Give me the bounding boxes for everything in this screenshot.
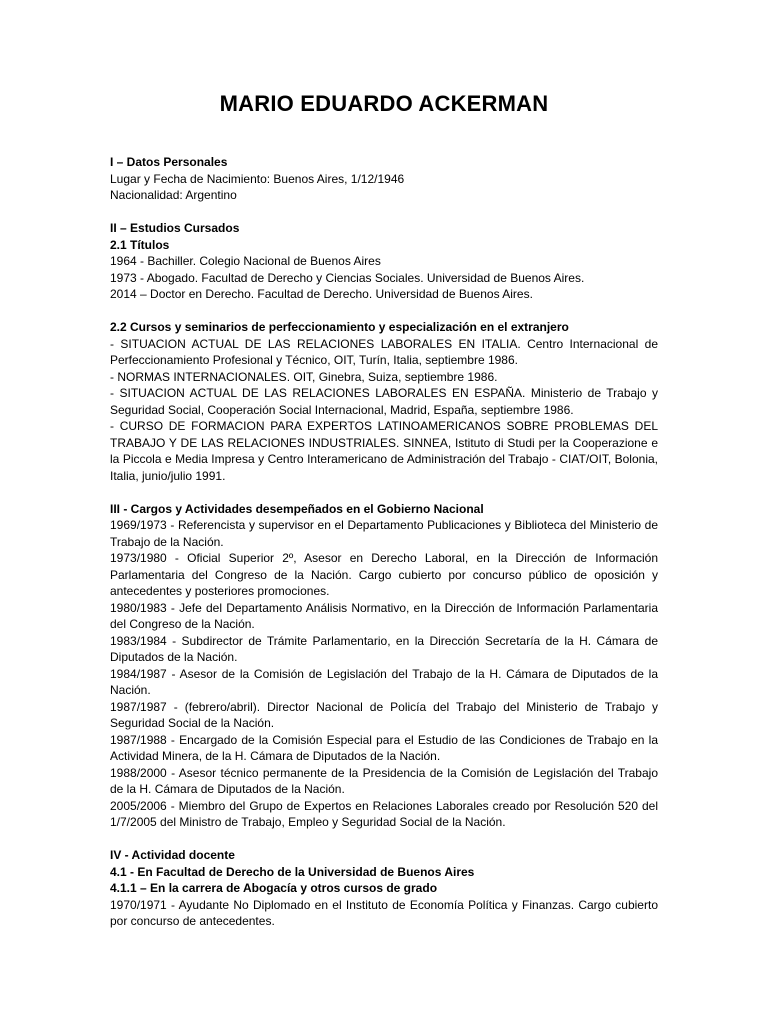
position-item: 1987/1988 - Encargado de la Comisión Especial para el Estudio de las Condiciones de Trabajo en la Actividad Minera, de la H. Cámara de Diputados de la Nación. bbox=[110, 732, 658, 763]
degree-item: 2014 – Doctor en Derecho. Facultad de Derecho. Universidad de Buenos Aires. bbox=[110, 287, 533, 301]
teaching-item: 1970/1971 - Ayudante No Diplomado en el Instituto de Economía Política y Finanzas. Cargo cubierto por concurso de antecedentes. bbox=[110, 897, 658, 928]
course-item: - SITUACION ACTUAL DE LAS RELACIONES LABORALES EN ESPAÑA. Ministerio de Trabajo y Seguridad Social, Cooperación Social Internacional, Madrid, España, septiembre 1986. bbox=[110, 386, 658, 417]
position-item: 1984/1987 - Asesor de la Comisión de Legislación del Trabajo de la H. Cámara de Diputados de la Nación. bbox=[110, 666, 658, 697]
section-heading: III - Cargos y Actividades desempeñados en el Gobierno Nacional bbox=[110, 501, 484, 516]
section-studies bbox=[110, 220, 658, 484]
position-item: 1969/1973 - Referencista y supervisor en el Departamento Publicaciones y Biblioteca del Ministerio de Trabajo de la Nación. bbox=[110, 518, 658, 549]
section-government-positions bbox=[110, 501, 658, 831]
document-body bbox=[110, 90, 658, 930]
degree-item: 1973 - Abogado. Facultad de Derecho y Ciencias Sociales. Universidad de Buenos Aires. bbox=[110, 270, 585, 285]
course-item: - SITUACION ACTUAL DE LAS RELACIONES LABORALES EN ITALIA. Centro Internacional de Perfeccionamiento Profesional y Técnico, OIT, Turín, Italia, septiembre 1986. bbox=[110, 336, 658, 367]
subsection-heading: 4.1.1 – En la carrera de Abogacía y otros cursos de grado bbox=[110, 881, 438, 895]
section-teaching bbox=[110, 847, 658, 930]
document-title: MARIO EDUARDO ACKERMAN bbox=[219, 91, 549, 116]
birth-info: Lugar y Fecha de Nacimiento: Buenos Aires, 1/12/1946 bbox=[110, 171, 405, 186]
degree-item: 1964 - Bachiller. Colegio Nacional de Buenos Aires bbox=[110, 254, 381, 268]
position-item: 1983/1984 - Subdirector de Trámite Parlamentario, en la Dirección Secretaría de la H. Cámara de Diputados de la Nación. bbox=[110, 633, 658, 664]
subsection-heading: 2.2 Cursos y seminarios de perfeccionamiento y especialización en el extranjero bbox=[110, 320, 569, 334]
section-heading: I – Datos Personales bbox=[110, 155, 228, 169]
section-personal-data bbox=[110, 154, 658, 204]
section-heading: IV - Actividad docente bbox=[110, 848, 235, 862]
position-item: 1987/1987 - (febrero/abril). Director Nacional de Policía del Trabajo del Ministerio de Trabajo y Seguridad Social de la Nación. bbox=[110, 699, 658, 730]
position-item: 1980/1983 - Jefe del Departamento Análisis Normativo, en la Dirección de Información Parlamentaria del Congreso de la Nación. bbox=[110, 600, 658, 631]
subsection-heading: 2.1 Títulos bbox=[110, 237, 170, 252]
subsection-heading: 4.1 - En Facultad de Derecho de la Universidad de Buenos Aires bbox=[110, 864, 475, 879]
position-item: 2005/2006 - Miembro del Grupo de Expertos en Relaciones Laborales creado por Resolución 520 del 1/7/2005 del Ministro de Trabajo, Empleo y Seguridad Social de la Nación. bbox=[110, 798, 658, 829]
course-item: - CURSO DE FORMACION PARA EXPERTOS LATINOAMERICANOS SOBRE PROBLEMAS DEL TRABAJO Y DE LAS RELACIONES INDUSTRIALES. SINNEA, Istituto di Studi per la Cooperazione e la Piccola e Media Impresa y Centro Interamericano de Administración del Trabajo - CIAT/OIT, Bolonia, Italia, junio/julio 1991. bbox=[110, 419, 658, 483]
section-heading: II – Estudios Cursados bbox=[110, 221, 240, 235]
course-item: - NORMAS INTERNACIONALES. OIT, Ginebra, Suiza, septiembre 1986. bbox=[110, 369, 498, 384]
position-item: 1988/2000 - Asesor técnico permanente de la Presidencia de la Comisión de Legislación del Trabajo de la H. Cámara de Diputados de la Nación. bbox=[110, 765, 658, 796]
position-item: 1973/1980 - Oficial Superior 2º, Asesor en Derecho Laboral, en la Dirección de Información Parlamentaria del Congreso de la Nación. Cargo cubierto por concurso público de oposición y antecedentes y posteriores promociones. bbox=[110, 551, 658, 598]
nationality: Nacionalidad: Argentino bbox=[110, 188, 237, 202]
